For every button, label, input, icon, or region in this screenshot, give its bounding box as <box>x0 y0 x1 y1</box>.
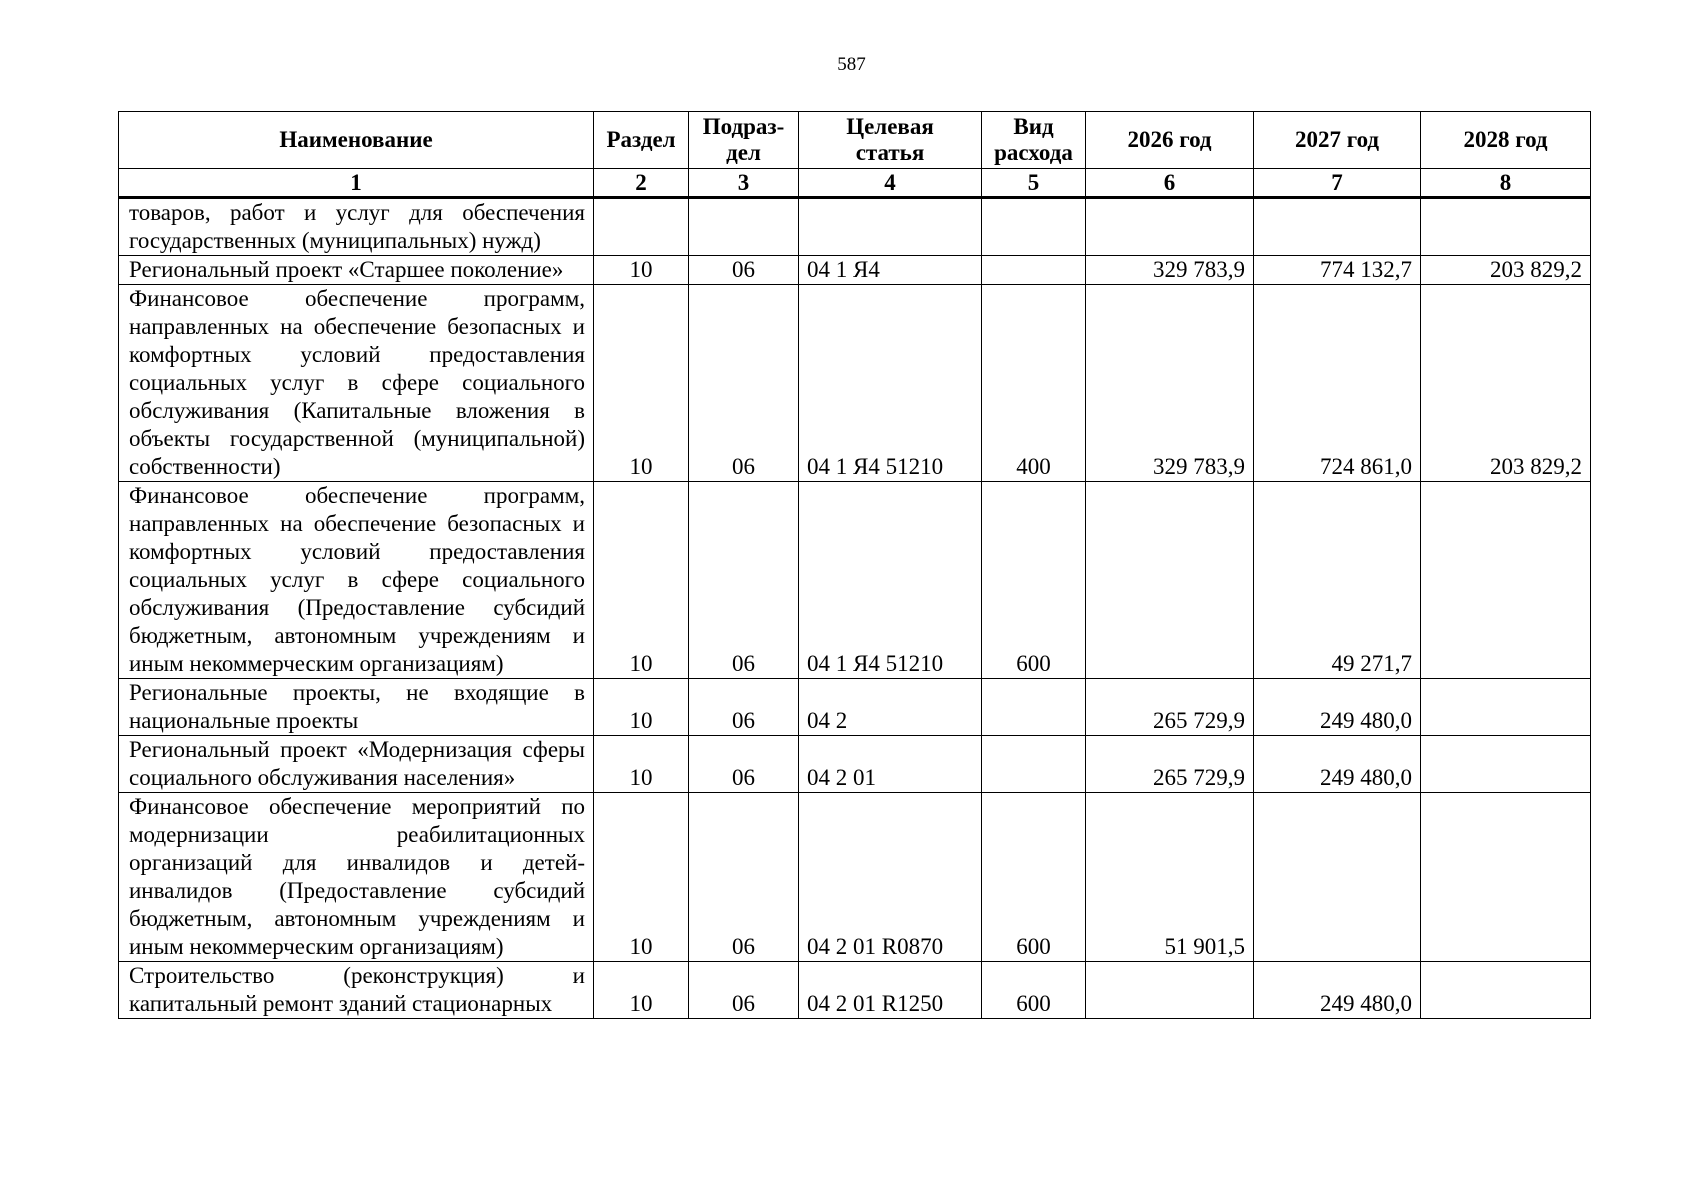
page-number: 587 <box>837 54 866 75</box>
column-number: 5 <box>982 169 1086 198</box>
column-number: 8 <box>1421 169 1591 198</box>
row-celevaya: 04 2 01 R0870 <box>799 793 982 962</box>
row-2027: 249 480,0 <box>1254 736 1421 793</box>
column-number: 1 <box>119 169 594 198</box>
row-razdel: 10 <box>594 793 689 962</box>
row-vid <box>982 256 1086 285</box>
row-razdel: 10 <box>594 962 689 1019</box>
row-2028 <box>1421 793 1591 962</box>
row-name: Региональный проект «Модернизация сферы социального обслуживания населения» <box>119 736 594 793</box>
row-2027 <box>1254 198 1421 256</box>
row-vid <box>982 736 1086 793</box>
column-number: 6 <box>1086 169 1254 198</box>
header-celevaya: Целевая статья <box>799 112 982 169</box>
header-2026: 2026 год <box>1086 112 1254 169</box>
row-razdel: 10 <box>594 256 689 285</box>
header-vid: Вид расхода <box>982 112 1086 169</box>
row-2028 <box>1421 736 1591 793</box>
table-row <box>119 793 1591 962</box>
row-podrazdel: 06 <box>689 482 799 679</box>
row-2028 <box>1421 679 1591 736</box>
column-number: 2 <box>594 169 689 198</box>
table-row <box>119 285 1591 482</box>
header-podrazdel: Подраз- дел <box>689 112 799 169</box>
row-2026: 329 783,9 <box>1086 285 1254 482</box>
row-name: Региональные проекты, не входящие в национальные проекты <box>119 679 594 736</box>
row-2028 <box>1421 962 1591 1019</box>
row-2027: 249 480,0 <box>1254 679 1421 736</box>
row-podrazdel: 06 <box>689 285 799 482</box>
row-2026: 51 901,5 <box>1086 793 1254 962</box>
header-2027: 2027 год <box>1254 112 1421 169</box>
header-2028: 2028 год <box>1421 112 1591 169</box>
row-celevaya: 04 2 01 <box>799 736 982 793</box>
header-row <box>119 112 1591 169</box>
row-celevaya: 04 2 01 R1250 <box>799 962 982 1019</box>
row-podrazdel <box>689 198 799 256</box>
row-2028: 203 829,2 <box>1421 285 1591 482</box>
table-row <box>119 482 1591 679</box>
row-name: товаров, работ и услуг для обеспечения государственных (муниципальных) нужд) <box>119 198 594 256</box>
row-celevaya: 04 2 <box>799 679 982 736</box>
column-number: 7 <box>1254 169 1421 198</box>
table-row <box>119 679 1591 736</box>
row-2027: 774 132,7 <box>1254 256 1421 285</box>
row-razdel: 10 <box>594 736 689 793</box>
row-name: Финансовое обеспечение программ, направленных на обеспечение безопасных и комфортных условий предоставления социальных услуг в сфере социального обслуживания (Капитальные вложения в объекты государственной (муниципальной) собственности) <box>119 285 594 482</box>
table-row <box>119 256 1591 285</box>
row-vid: 600 <box>982 793 1086 962</box>
row-2028 <box>1421 482 1591 679</box>
row-podrazdel: 06 <box>689 736 799 793</box>
row-podrazdel: 06 <box>689 962 799 1019</box>
row-2026: 329 783,9 <box>1086 256 1254 285</box>
row-2027: 724 861,0 <box>1254 285 1421 482</box>
row-razdel: 10 <box>594 285 689 482</box>
row-vid <box>982 679 1086 736</box>
row-2026: 265 729,9 <box>1086 679 1254 736</box>
row-name: Финансовое обеспечение мероприятий по модернизации реабилитационных организаций для инвалидов и детей-инвалидов (Предоставление субсидий бюджетным, автономным учреждениям и иным некоммерческим организациям) <box>119 793 594 962</box>
row-podrazdel: 06 <box>689 793 799 962</box>
row-vid: 400 <box>982 285 1086 482</box>
column-number: 4 <box>799 169 982 198</box>
table-row <box>119 962 1591 1019</box>
row-name: Региональный проект «Старшее поколение» <box>119 256 594 285</box>
column-number: 3 <box>689 169 799 198</box>
row-2026 <box>1086 482 1254 679</box>
row-2026 <box>1086 198 1254 256</box>
row-2026: 265 729,9 <box>1086 736 1254 793</box>
row-celevaya: 04 1 Я4 <box>799 256 982 285</box>
row-podrazdel: 06 <box>689 679 799 736</box>
table-row <box>119 736 1591 793</box>
row-2027: 249 480,0 <box>1254 962 1421 1019</box>
row-vid: 600 <box>982 962 1086 1019</box>
row-celevaya: 04 1 Я4 51210 <box>799 482 982 679</box>
row-2028: 203 829,2 <box>1421 256 1591 285</box>
table-row <box>119 198 1591 256</box>
row-2026 <box>1086 962 1254 1019</box>
row-razdel: 10 <box>594 679 689 736</box>
row-celevaya <box>799 198 982 256</box>
column-number-row <box>119 169 1591 198</box>
row-name: Строительство (реконструкция) и капитальный ремонт зданий стационарных <box>119 962 594 1019</box>
row-vid: 600 <box>982 482 1086 679</box>
row-2027 <box>1254 793 1421 962</box>
row-vid <box>982 198 1086 256</box>
row-celevaya: 04 1 Я4 51210 <box>799 285 982 482</box>
header-razdel: Раздел <box>594 112 689 169</box>
row-razdel: 10 <box>594 482 689 679</box>
row-2027: 49 271,7 <box>1254 482 1421 679</box>
row-podrazdel: 06 <box>689 256 799 285</box>
header-name: Наименование <box>119 112 594 169</box>
budget-table <box>118 111 1591 1019</box>
row-name: Финансовое обеспечение программ, направленных на обеспечение безопасных и комфортных условий предоставления социальных услуг в сфере социального обслуживания (Предоставление субсидий бюджетным, автономным учреждениям и иным некоммерческим организациям) <box>119 482 594 679</box>
row-2028 <box>1421 198 1591 256</box>
row-razdel <box>594 198 689 256</box>
